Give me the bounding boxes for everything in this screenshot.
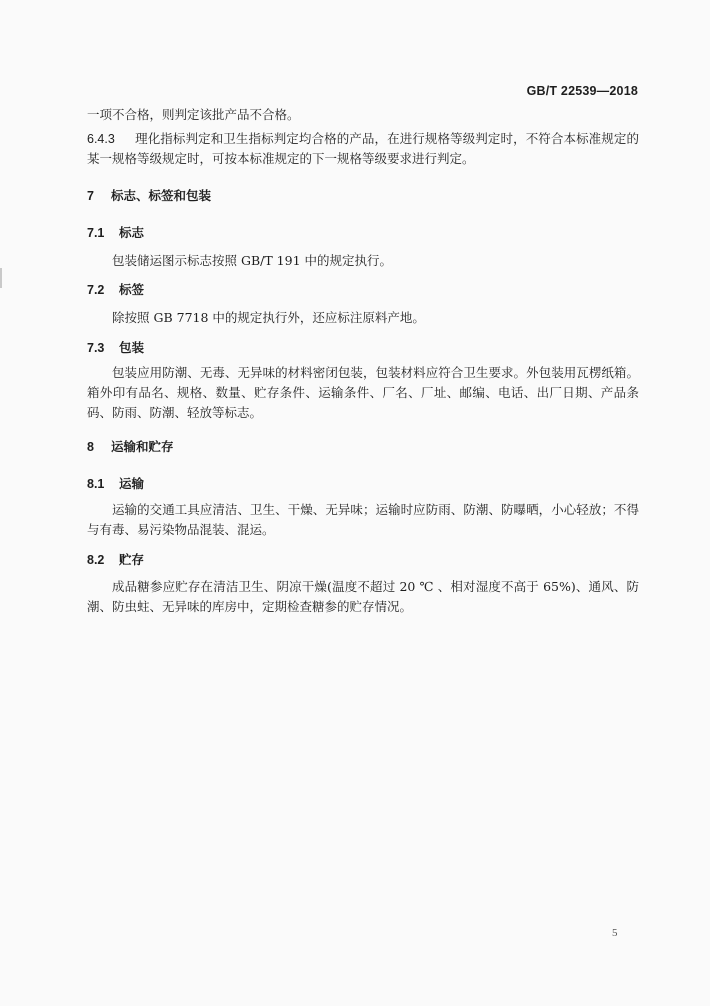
section-title: 包装 — [119, 340, 145, 355]
section-number: 7.2 — [87, 283, 105, 297]
section-title: 标志、标签和包装 — [111, 188, 212, 203]
section-number: 8.2 — [87, 553, 105, 567]
continued-paragraph: 一项不合格，则判定该批产品不合格。 — [87, 107, 300, 122]
section-7-2-text: 除按照 GB 7718 中的规定执行外，还应标注原料产地。 — [112, 310, 425, 325]
section-7-heading — [87, 186, 211, 204]
section-title: 贮存 — [119, 552, 145, 567]
clause-number: 6.4.3 — [87, 132, 115, 146]
section-number: 7.3 — [87, 341, 105, 355]
section-title: 标签 — [119, 282, 145, 297]
section-7-1-text: 包装储运图示标志按照 GB/T 191 中的规定执行。 — [112, 253, 392, 268]
section-8-heading — [87, 437, 174, 455]
section-7-3-heading — [87, 338, 144, 356]
section-8-1-heading — [87, 474, 144, 492]
section-8-1-text: 运输的交通工具应清洁、卫生、干燥、无异味；运输时应防雨、防潮、防曝晒，小心轻放；不得与有毒、易污染物品混装、混运。 — [87, 502, 639, 537]
section-number: 7 — [87, 189, 94, 203]
clause-6-4-3 — [87, 129, 639, 169]
page-number: 5 — [612, 927, 618, 939]
section-8-2-heading — [87, 550, 144, 568]
scan-edge-mark — [0, 268, 2, 288]
clause-text: 理化指标判定和卫生指标判定均合格的产品，在进行规格等级判定时，不符合本标准规定的某一规格等级规定时，可按本标准规定的下一规格等级要求进行判定。 — [87, 131, 639, 166]
section-7-3-text: 包装应用防潮、无毒、无异味的材料密闭包装，包装材料应符合卫生要求。外包装用瓦楞纸箱。箱外印有品名、规格、数量、贮存条件、运输条件、厂名、厂址、邮编、电话、出厂日期、产品条码、防雨、防潮、轻放等标志。 — [87, 365, 639, 420]
section-title: 标志 — [119, 225, 145, 240]
section-7-1-heading — [87, 223, 144, 241]
section-8-2-text: 成品糖参应贮存在清洁卫生、阴凉干燥(温度不超过 20 ℃ 、相对湿度不高于 65%)、通风、防潮、防虫蛀、无异味的库房中，定期检查糖参的贮存情况。 — [87, 579, 639, 614]
section-title: 运输和贮存 — [111, 439, 174, 454]
section-number: 8 — [87, 440, 94, 454]
section-title: 运输 — [119, 476, 145, 491]
section-7-2-heading — [87, 280, 144, 298]
section-number: 7.1 — [87, 226, 105, 240]
section-number: 8.1 — [87, 477, 105, 491]
standard-number-header: GB/T 22539—2018 — [526, 84, 638, 98]
